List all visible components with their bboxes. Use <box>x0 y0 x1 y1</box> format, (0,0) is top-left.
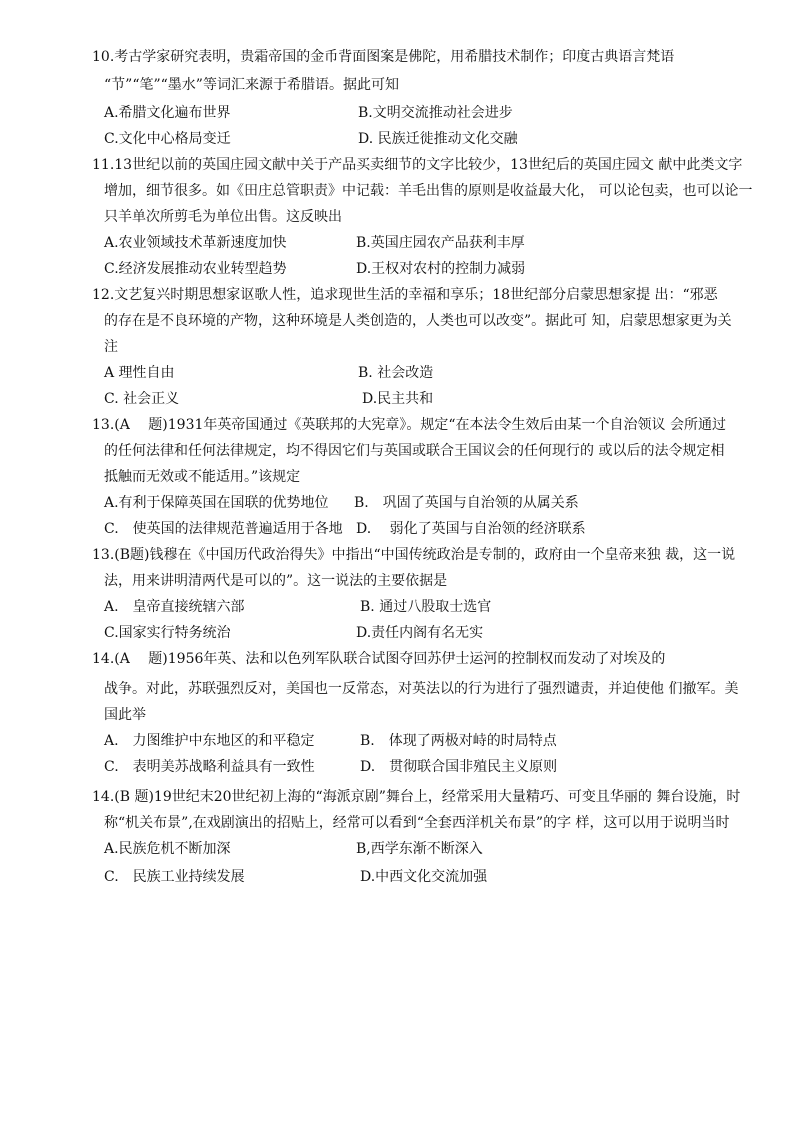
option-d: D. 贯彻联合国非殖民主义原则 <box>360 759 558 775</box>
option-a: A.农业领域技术革新速度加快 <box>104 235 287 251</box>
option-b: B. 体现了两极对峙的时局特点 <box>360 733 557 749</box>
option-b: B.文明交流推动社会进步 <box>358 105 513 121</box>
question-line: 国此举 <box>104 707 146 723</box>
question-line: 13.(A 题)1931年英帝国通过《英联邦的大宪章》。规定“在本法令生效后由某一个自治领议 会所通过 <box>92 417 726 433</box>
option-d: D.责任内阁有名无实 <box>356 625 484 641</box>
question-line: 11.13世纪以前的英国庄园文献中关于产品买卖细节的文字比较少，13世纪后的英国庄园文 献中此类文字 <box>92 157 743 173</box>
option-c: C.文化中心格局变迁 <box>104 131 231 147</box>
question-line: 的任何法律和任何法律规定，均不得因它们与英国或联合王国议会的任何现行的 或以后的法令规定相 <box>104 443 725 459</box>
question-line: 抵触而无效或不能适用。”该规定 <box>104 469 301 485</box>
option-c: C. 民族工业持续发展 <box>104 869 245 885</box>
question-line: 14.(B 题)19世纪末20世纪初上海的“海派京剧”舞台上，经常采用大量精巧、可变且华丽的 舞台设施，时 <box>92 789 741 805</box>
question-line: 10.考古学家研究表明，贵霜帝国的金币背面图案是佛陀，用希腊技术制作；印度古典语言梵语 <box>92 49 675 65</box>
option-a: A.希腊文化遍布世界 <box>104 105 231 121</box>
option-c: C.经济发展推动农业转型趋势 <box>104 261 287 277</box>
question-line: 13.(B题)钱穆在《中国历代政治得失》中指出“中国传统政治是专制的，政府由一个皇帝来独 裁，这一说 <box>92 547 736 563</box>
option-d: D.中西文化交流加强 <box>360 869 488 885</box>
question-line: 12.文艺复兴时期思想家讴歌人性，追求现世生活的幸福和享乐；18世纪部分启蒙思想家提 出：“邪恶 <box>92 287 718 303</box>
option-b: B. 社会改造 <box>358 365 434 381</box>
option-a: A 理性自由 <box>104 365 175 381</box>
option-a: A.有利于保障英国在国联的优势地位 <box>104 495 329 511</box>
question-line: 只羊单次所剪毛为单位出售。这反映出 <box>104 209 342 225</box>
question-line: 法，用来讲明清两代是可以的”。这一说法的主要依据是 <box>104 573 448 589</box>
option-d: D.民主共和 <box>362 391 434 407</box>
option-c: C. 表明美苏战略利益具有一致性 <box>104 759 315 775</box>
question-line: 增加，细节很多。如《田庄总管职责》中记载：羊毛出售的原则是收益最大化， 可以论包卖，也可以论一 <box>104 183 753 199</box>
option-d: D.王权对农村的控制力减弱 <box>356 261 526 277</box>
option-a: A.民族危机不断加深 <box>104 841 231 857</box>
question-line: 称“机关布景”,在戏剧演出的招贴上，经常可以看到“全套西洋机关布景”的字 样，这可以用于说明当时 <box>104 815 730 831</box>
option-d: D. 民族迁徙推动文化交融 <box>358 131 518 147</box>
question-line: 战争。对此，苏联强烈反对，美国也一反常态，对英法以的行为进行了强烈谴责，并迫使他 们撤军。美 <box>104 681 739 697</box>
question-line: “节”“笔”“墨水”等词汇来源于希腊语。据此可知 <box>104 77 399 93</box>
option-a: A. 皇帝直接统辖六部 <box>104 599 245 615</box>
option-c: C. 社会正义 <box>104 391 180 407</box>
option-c: C. 使英国的法律规范普遍适用于各地 <box>104 521 343 537</box>
question-line: 14.(A 题)1956年英、法和以色列军队联合试图夺回苏伊士运河的控制权而发动了对埃及的 <box>92 651 666 667</box>
option-b: B. 巩固了英国与自治领的从属关系 <box>354 495 579 511</box>
option-b: B. 通过八股取士选官 <box>360 599 492 615</box>
option-d: D. 弱化了英国与自治领的经济联系 <box>356 521 586 537</box>
option-b: B.英国庄园农产品获利丰厚 <box>356 235 525 251</box>
option-a: A. 力图维护中东地区的和平稳定 <box>104 733 315 749</box>
question-line: 的存在是不良环境的产物，这种环境是人类创造的，人类也可以改变”。据此可 知，启蒙思想家更为关 <box>104 313 732 329</box>
option-c: C.国家实行特务统治 <box>104 625 231 641</box>
option-b: B,西学东渐不断深入 <box>356 841 483 857</box>
question-line: 注 <box>104 339 118 355</box>
